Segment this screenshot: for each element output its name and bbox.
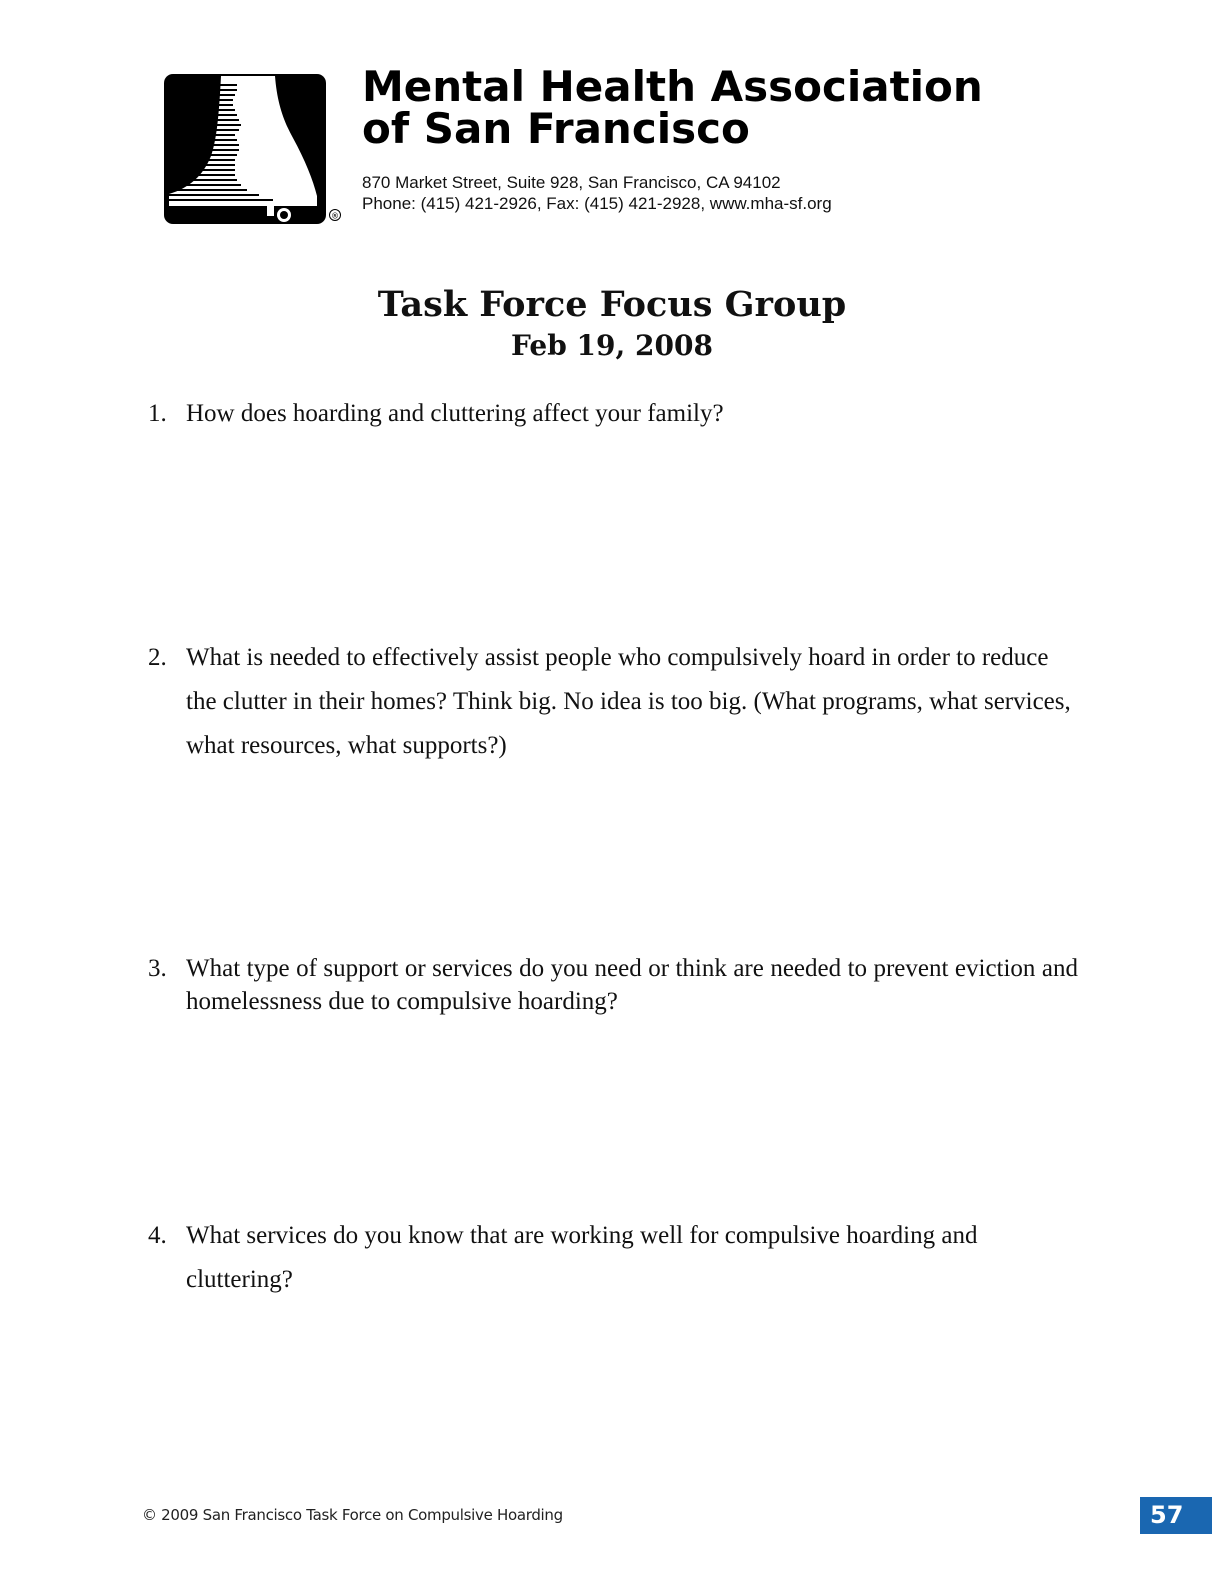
- question-text: What services do you know that are working well for compulsive hoarding and cluttering?: [186, 1222, 978, 1293]
- org-name: [362, 62, 983, 153]
- page-number-badge: 57: [1140, 1497, 1212, 1534]
- question-number: 4.: [148, 1222, 167, 1249]
- question-number: 2.: [148, 644, 167, 671]
- question-item: [148, 396, 1078, 432]
- document-date: Feb 19, 2008: [511, 329, 713, 362]
- registered-mark: ®: [331, 211, 339, 221]
- org-name-line-1: Mental Health Association: [362, 62, 983, 111]
- question-text: What type of support or services do you need or think are needed to prevent eviction and homelessness due to compulsive hoarding?: [186, 955, 1078, 1015]
- question-item: [148, 1214, 1078, 1302]
- question-item: [148, 636, 1078, 768]
- bell-logo-icon: [163, 72, 343, 228]
- org-contact: Phone: (415) 421-2926, Fax: (415) 421-2928, www.mha-sf.org: [362, 194, 832, 213]
- org-name-line-2: of San Francisco: [362, 104, 750, 153]
- question-text: How does hoarding and cluttering affect your family?: [186, 400, 724, 427]
- question-text: What is needed to effectively assist people who compulsively hoard in order to reduce the clutter in their homes? Think big. No idea is too big. (What programs, what services, what resources, what supports?): [186, 644, 1071, 759]
- document-title: Task Force Focus Group: [377, 284, 847, 325]
- org-contact-block: [362, 172, 832, 214]
- org-address: 870 Market Street, Suite 928, San Francisco, CA 94102: [362, 173, 781, 192]
- question-number: 1.: [148, 400, 167, 427]
- question-item: [148, 952, 1078, 1018]
- footer-copyright: © 2009 San Francisco Task Force on Compulsive Hoarding: [142, 1506, 563, 1524]
- question-number: 3.: [148, 955, 167, 982]
